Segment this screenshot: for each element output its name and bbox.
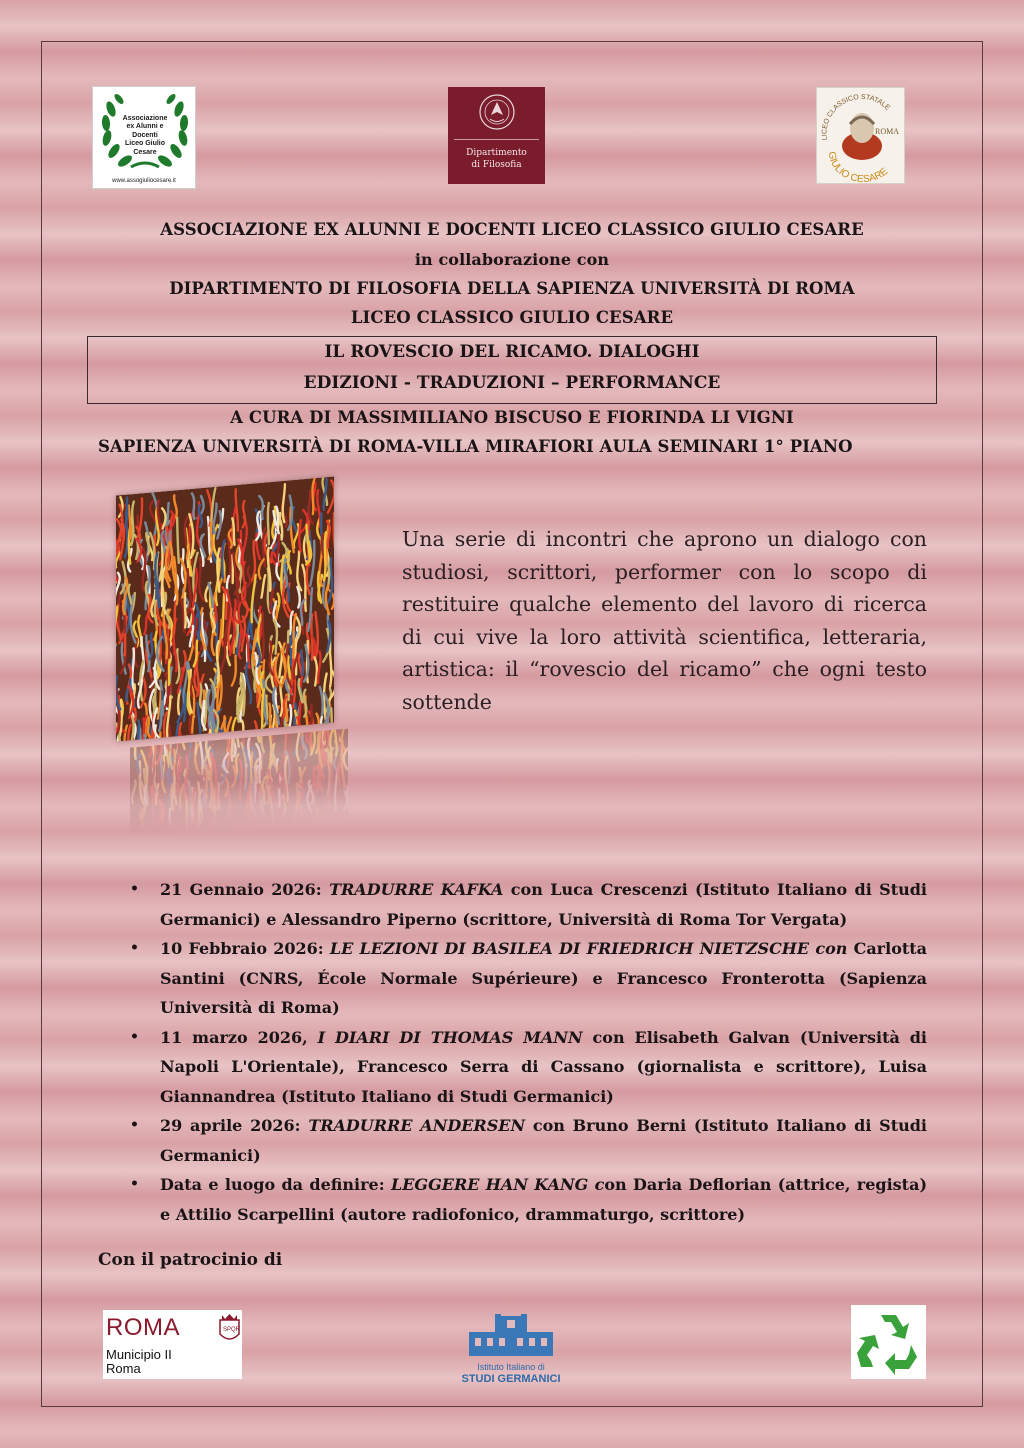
roma-municipio-logo: [103, 1310, 242, 1379]
liceo-arc-text: LICEO CLASSICO STATALE: [821, 93, 891, 141]
intro-paragraph: Una serie di incontri che aprono un dialogo con studiosi, scrittori, performer con lo scopo di restituire qualche elemento del lavoro di ricerca di cui vive la loro attività scientifica, letteraria, artistica: il “rovescio del ricamo” che ogni testo sottende: [402, 527, 927, 714]
organizer-heading: ASSOCIAZIONE EX ALUNNI E DOCENTI LICEO CLASSICO GIULIO CESARE: [160, 220, 864, 239]
dipartimento-divider: [454, 139, 539, 140]
event-item: • Data e luogo da definire: LEGGERE HAN KANG con Daria Deflorian (attrice, regista) e Attilio Scarpellini (autore radiofonico, drammaturgo, scrittore): [130, 1175, 928, 1224]
event-item: • 29 aprile 2026: TRADURRE ANDERSEN con Bruno Berni (Istituto Italiano di Studi Germanici): [130, 1116, 927, 1165]
thread-strand: [262, 612, 264, 660]
caesar-bust-icon: [817, 88, 906, 185]
germanici-line2: STUDI GERMANICI: [461, 1373, 561, 1385]
recycle-icon: [851, 1305, 926, 1379]
thread-strand: [330, 644, 332, 686]
venue-line: SAPIENZA UNIVERSITÀ DI ROMA-VILLA MIRAFIORI AULA SEMINARI 1° PIANO: [98, 437, 853, 456]
thread-strand: [299, 520, 301, 551]
roma-municipio-text: Municipio II Roma: [106, 1347, 172, 1376]
embroidery-reflection: [130, 728, 348, 837]
event-item: • 21 Gennaio 2026: TRADURRE KAFKA con Luca Crescenzi (Istituto Italiano di Studi Germanici) e Alessandro Piperno (scrittore, Università di Roma Tor Vergata): [130, 880, 927, 929]
svg-text:SPQR: SPQR: [223, 1327, 240, 1333]
assoc-logo-text: Associazione ex Alunni e Docenti Liceo Giulio Cesare: [122, 115, 168, 156]
liceo-city-text: ROMA: [875, 127, 900, 136]
roma-crest-icon: [219, 1314, 240, 1344]
roma-wordmark: ROMA: [106, 1314, 180, 1341]
thread-strand: [276, 506, 279, 533]
collaboration-line: in collaborazione con: [414, 250, 610, 269]
event-list: [126, 875, 927, 1229]
event-series-title: IL ROVESCIO DEL RICAMO. DIALOGHI: [324, 342, 700, 362]
assoc-logo-url: www.assogiuliocesare.it: [112, 178, 176, 184]
event-item: • 10 Febbraio 2026: LE LEZIONI DI BASILEA DI FRIEDRICH NIETZSCHE con Carlotta Santini (CNRS, École Normale Supérieure) e Francesco Fronterotta (Sapienza Università di Roma): [130, 939, 928, 1017]
studi-germanici-logo: [455, 1312, 567, 1388]
dipartimento-logo: [448, 87, 545, 184]
liceo-heading: LICEO CLASSICO GIULIO CESARE: [350, 308, 674, 327]
event-item: • 11 marzo 2026, I DIARI DI THOMAS MANN con Elisabeth Galvan (Università di Napoli L'Orientale), Francesco Serra di Cassano (giornalista e scrittore), Luisa Giannandrea (Istituto Italiano di Studi Germanici): [130, 1027, 928, 1106]
thread-strand: [258, 666, 261, 706]
liceo-name-text: GIULIO CESARE: [825, 150, 891, 185]
germanici-line1: Istituto Italiano di: [477, 1362, 545, 1372]
dipartimento-logo-text: Dipartimento di Filosofia: [466, 148, 527, 171]
embroidery-image: [116, 476, 334, 741]
thread-strand: [153, 696, 155, 715]
liceo-logo: [816, 87, 905, 184]
thread-strand: [269, 703, 271, 728]
sapienza-seal-icon: [478, 93, 516, 133]
curators-line: A CURA DI MASSIMILIANO BISCUSO E FIORINDA LI VIGNI: [230, 408, 794, 427]
assoc-logo: [92, 86, 196, 189]
thread-strand: [218, 783, 219, 808]
thread-strand: [250, 756, 251, 782]
event-series-subtitle: EDIZIONI - TRADUZIONI – PERFORMANCE: [303, 373, 721, 393]
department-heading: DIPARTIMENTO DI FILOSOFIA DELLA SAPIENZA UNIVERSITÀ DI ROMA: [169, 279, 855, 298]
title-box: [87, 336, 937, 404]
thread-strand: [169, 660, 170, 685]
patronage-label: Con il patrocinio di: [98, 1250, 283, 1270]
thread-strand: [340, 768, 341, 806]
thread-strand: [324, 532, 326, 580]
thread-strand: [268, 503, 269, 544]
villa-building-icon: [455, 1312, 567, 1360]
recycle-logo: [851, 1305, 926, 1379]
thread-strand: [198, 782, 199, 826]
thread-strand: [185, 593, 186, 627]
